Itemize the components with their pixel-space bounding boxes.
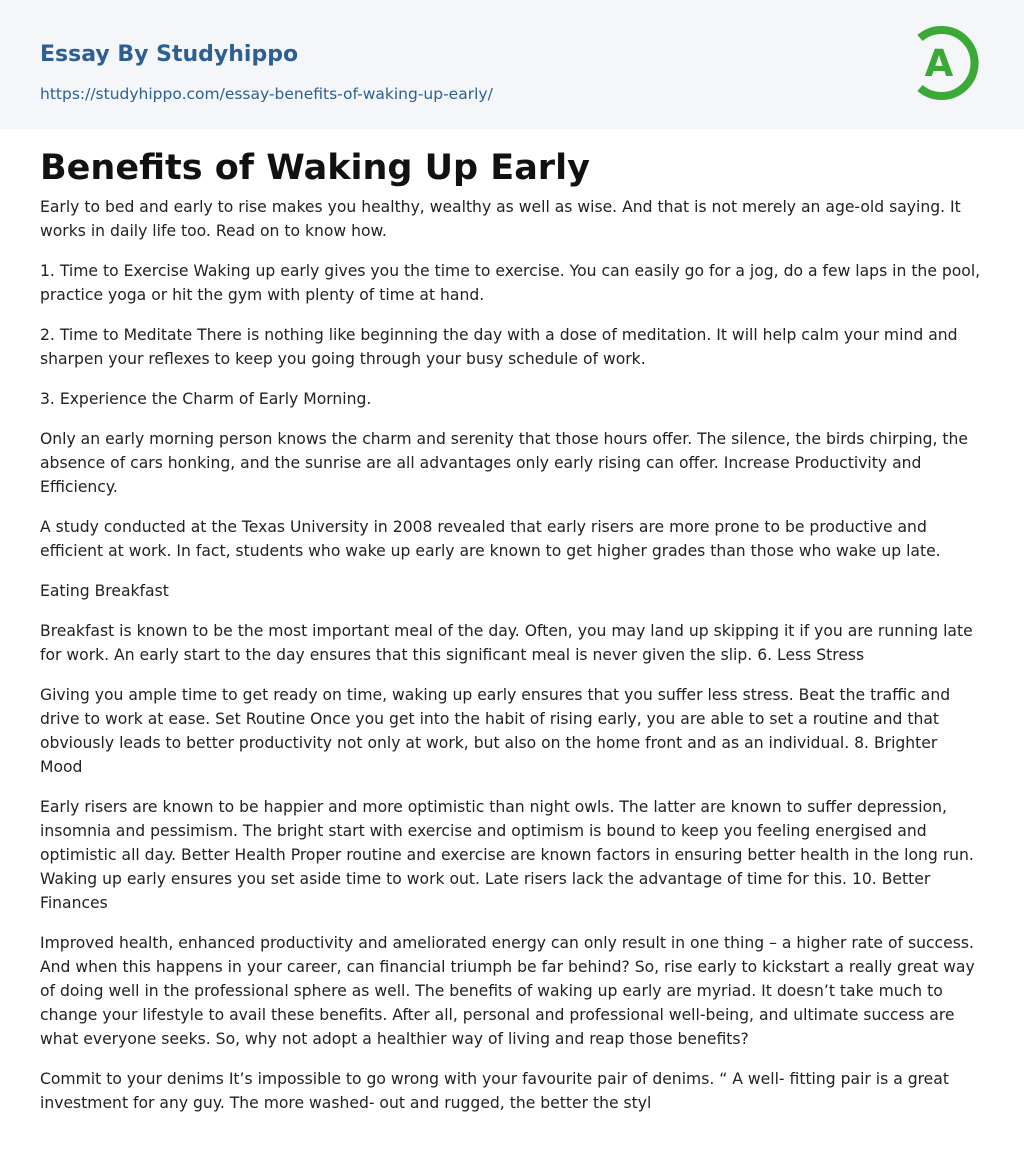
essay-paragraph: A study conducted at the Texas University in 2008 revealed that early risers are more prone to be productive and efficient at work. In fact, students who wake up early are known to get higher grades than those who wake up late. bbox=[40, 518, 941, 560]
essay-paragraph: 1. Time to Exercise Waking up early gives you the time to exercise. You can easily go for a jog, do a few laps in the pool, practice yoga or hit the gym with plenty of time at hand. bbox=[40, 262, 981, 304]
studyhippo-logo[interactable] bbox=[912, 20, 986, 106]
essay-paragraph: Early to bed and early to rise makes you healthy, wealthy as well as wise. And that is not merely an age-old saying. It works in daily life too. Read on to know how. bbox=[40, 198, 961, 240]
essay-content bbox=[0, 129, 1024, 1115]
essay-paragraph: Improved health, enhanced productivity and ameliorated energy can only result in one thing – a higher rate of success. And when this happens in your career, can financial triumph be far behind? So, rise early to kickstart a really great way of doing well in the professional sphere as well. The benefits of waking up early are myriad. It doesn’t take much to change your lifestyle to avail these benefits. After all, personal and professional well-being, and ultimate success are what everyone seeks. So, why not adopt a healthier way of living and reap those benefits? bbox=[40, 934, 975, 1048]
essay-paragraph: Early risers are known to be happier and more optimistic than night owls. The latter are known to suffer depression, insomnia and pessimism. The bright start with exercise and optimism is bound to keep you feeling energised and optimistic all day. Better Health Proper routine and exercise are known factors in ensuring better health in the long run. Waking up early ensures you set aside time to work out. Late risers lack the advantage of time for this. 10. Better Finances bbox=[40, 798, 974, 912]
essay-paragraph: 2. Time to Meditate There is nothing like beginning the day with a dose of meditation. It will help calm your mind and sharpen your reflexes to keep you going through your busy schedule of work. bbox=[40, 326, 958, 368]
essay-paragraph: 3. Experience the Charm of Early Morning. bbox=[40, 390, 372, 408]
essay-paragraph: Commit to your denims It’s impossible to go wrong with your favourite pair of denims. “ A well- fitting pair is a great investment for any guy. The more washed- out and rugged, the better the styl bbox=[40, 1070, 949, 1112]
essay-paragraph: Breakfast is known to be the most important meal of the day. Often, you may land up skipping it if you are running late for work. An early start to the day ensures that this significant meal is never given the slip. 6. Less Stress bbox=[40, 622, 973, 664]
page-header bbox=[0, 0, 1024, 129]
essay-title: Benefits of Waking Up Early bbox=[40, 148, 590, 188]
logo-letter: A bbox=[924, 42, 954, 85]
essay-url-link[interactable]: https://studyhippo.com/essay-benefits-of-waking-up-early/ bbox=[40, 85, 493, 103]
brand-title: Essay By Studyhippo bbox=[40, 42, 299, 67]
essay-paragraph: Giving you ample time to get ready on time, waking up early ensures that you suffer less stress. Beat the traffic and drive to work at ease. Set Routine Once you get into the habit of rising early, you are able to set a routine and that obviously leads to better productivity not only at work, but also on the home front and as an individual. 8. Brighter Mood bbox=[40, 686, 951, 776]
essay-body bbox=[40, 195, 984, 1115]
essay-paragraph: Eating Breakfast bbox=[40, 582, 169, 600]
essay-paragraph: Only an early morning person knows the charm and serenity that those hours offer. The silence, the birds chirping, the absence of cars honking, and the sunrise are all advantages only early rising can offer. Increase Productivity and Efficiency. bbox=[40, 430, 969, 496]
